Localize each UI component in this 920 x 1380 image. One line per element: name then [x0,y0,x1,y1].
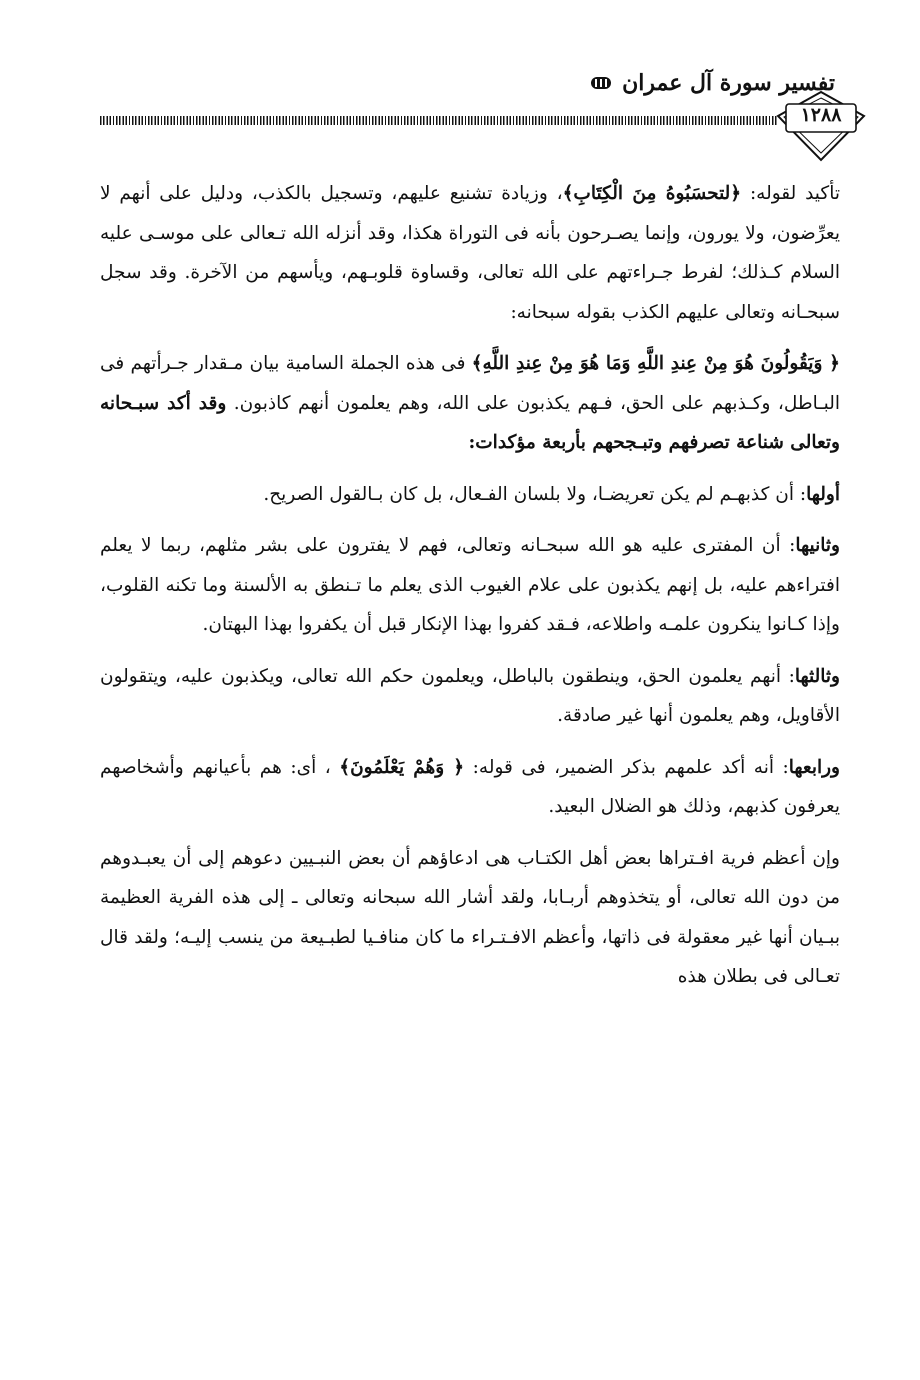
paragraph-text: تأكيد لقوله: [741,183,840,204]
emphasis-text: وقد أكد سبـحانه وتعالى شناعة تصرفهم وتبـجحهم بأربعة مؤكدات: [100,392,840,453]
paragraph-text: ، أى: هم بأعيانهم وأشخاصهم يعرفون كذبهم، وذلك هو الضلال البعيد. [100,756,840,817]
page-header [95,64,835,102]
quran-quote: ﴿لتحسَبُوهُ مِنَ الْكِتَابِ﴾ [562,183,742,204]
quran-quote: ﴿ وَهُمْ يَعْلَمُونَ﴾ [339,756,465,778]
paragraph [100,475,840,515]
paragraph [100,839,840,997]
quran-quote: ﴿ وَيَقُولُونَ هُوَ مِنْ عِندِ اللَّهِ وَمَا هُوَ مِنْ عِندِ اللَّهِ﴾ [471,353,840,374]
paragraph-text: : أن المفترى عليه هو الله سبحـانه وتعالى، فهم لا يفترون على بشر مثلهم، ربما لا يعلم افتراءهم عليه، بل إنهم يكذبون على علام الغيوب الذى يعلم ما تـنطق به الألسنة وما تكنه القلوب، وإذا كـانوا ينكرون علمـه واطلاعه، فـقد كفروا بهذا الإنكار قبل أن يكفروا بهذا البهتان. [100,535,840,635]
point-label: ورابعها [788,756,840,778]
paragraph [100,657,840,736]
paragraph [100,174,840,332]
ornament-icon [590,75,612,91]
paragraph-text: : أنهم يعلمون الحق، وينطقون بالباطل، ويعلمون حكم الله تعالى، ويكذبون عليه، ويتقولون الأقاويل، وهم يعلمون أنها غير صادقة. [100,665,840,726]
point-label: أولها [806,483,840,505]
paragraph [100,344,840,463]
running-title: تفسير سورة آل عمران [622,70,835,96]
page-number: ١٢٨٨ [800,104,842,126]
header-rule [100,116,778,125]
paragraph-text: ، وزيادة تشنيع عليهم، وتسجيل بالكذب، ودليل على أنهم لا يعرِّضون، ولا يورون، وإنما يصـرحون بأنه فى التوراة هكذا، وقد أنزله الله تـعالى على موسـى عليه السلام كـذلك؛ لفرط جـراءتهم على الله تعالى، وقساوة قلوبـهم، ويأسهم من الآخرة. وقد سجل سبحـانه وتعالى عليهم الكذب بقوله سبحانه: [100,183,840,323]
point-label: وثالثها [794,665,840,687]
paragraph-text: : أن كذبهـم لم يكن تعريضـا، ولا بلسان الفـعال، بل كان بـالقول الصريح. [263,483,807,505]
page-body [100,174,840,1009]
paragraph-text: فى هذه الجملة السامية بيان مـقدار جـرأتهم فى البـاطل، وكـذبهم على الحق، فـهم يكذبون على الله، وهم يعلمون أنهم كاذبون. [100,353,840,414]
paragraph [100,526,840,645]
point-label: وثانيها [795,535,840,556]
paragraph-text: : أنه أكد علمهم بذكر الضمير، فى قوله: [464,756,789,778]
paragraph-text: وإن أعظم فرية افـتراها بعض أهل الكتـاب هى ادعاؤهم أن بعض النبـيين دعوهم إلى أن يعبـدوهم من دون الله تعالى، أو يتخذوهم أربـابا، ولقد أشار الله سبحانه وتعالى ـ إلى هذه الفرية العظيمة ببـيان أنها غير معقولة فى ذاتها، وأعظم الافـتـراء ما كان منافـيا لطبـيعة من ينسب إليـه؛ ولقد قال تعـالى فى بطلان هذه [100,847,840,987]
page-number-frame-icon [776,90,866,162]
paragraph [100,748,840,827]
